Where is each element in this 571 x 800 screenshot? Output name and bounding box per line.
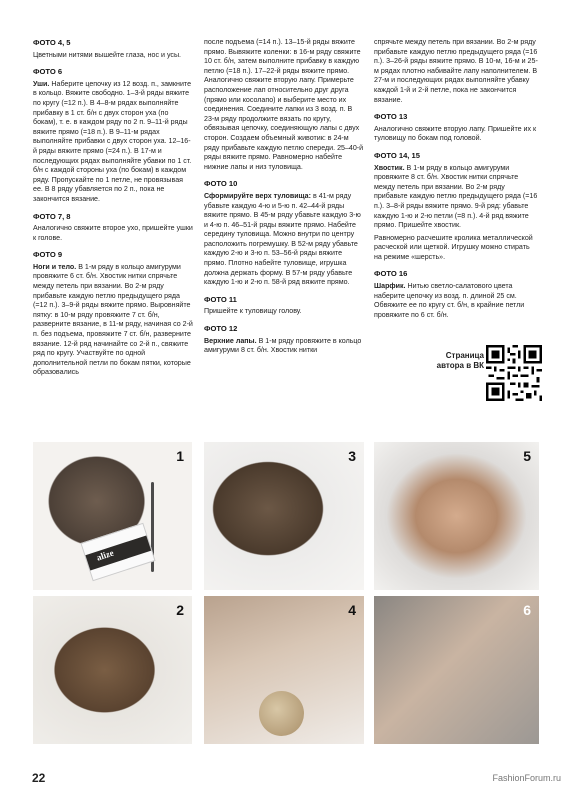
section-heading: ФОТО 12 xyxy=(204,324,238,334)
paragraph xyxy=(33,263,193,378)
text-column-2 xyxy=(204,38,364,363)
section-heading: ФОТО 9 xyxy=(33,250,63,260)
text-column-1 xyxy=(33,38,193,385)
lead-term: Уши. xyxy=(33,79,50,88)
page-number: 22 xyxy=(32,771,46,785)
paragraph-text: В 1-м ряду провяжите в кольцо амигуруми 8 ст. б/н. Хвостик нитки xyxy=(204,336,362,355)
paragraph xyxy=(204,192,364,288)
photo-6-embroidery-closeup xyxy=(374,596,539,744)
section-photo-10 xyxy=(204,179,364,288)
section-photo-16 xyxy=(374,269,539,320)
site-watermark: FashionForum.ru xyxy=(492,773,561,783)
section-photo-7-8 xyxy=(33,212,193,244)
section-heading: ФОТО 4, 5 xyxy=(33,38,71,47)
paragraph-text: в 41-м ряду убавьте каждую 4-ю и 5-ю п. 42–44-й ряды вяжите прямо. В 45-м ряду убавьте каждую 3-ю и 4-ю п. 46–51-й ряды вяжите прямо. Набейте середину туловища. Можно внутри по центру расположить погремушку. В 52-м ряду убавьте каждую 2-ю и 3-ю п. 53–56-й ряды вяжите прямо. Плотно набейте туловище, игрушка должна держать форму. В 57-м ряду убавьте каждую 1-ю и 2-ю п. 58-й ряд вяжите прямо. xyxy=(204,191,361,287)
section-continued xyxy=(204,38,364,172)
photo-number: 6 xyxy=(523,602,531,618)
paragraph: Пришейте к туловищу голову. xyxy=(204,307,302,316)
qr-code-icon[interactable] xyxy=(486,345,542,401)
section-heading: ФОТО 11 xyxy=(204,294,237,304)
paragraph-text: В 1-м ряду в кольцо амигуруми провяжите 6 ст. б/н. Хвостик нитки спрячьте между петель при вязании. Во 2-м ряду прибавьте каждую петлю предыдущего ряда (=12 п.). 3–9-й ряды вяжите прямо. Выровняйте пятку: в 10-м ряду провяжите 7 ст. б/н, разверните вязание, в 11-м ряду, начиная со 2-й п. без подъема, провяжите 7 ст. б/н, разверните вязание. 12-й ряд начинайте со 2-й п., свяжите ряд по кругу. Участвуйте по одной дополнительной петли по бокам пятки, которые образовались xyxy=(33,262,193,377)
photo-number: 2 xyxy=(176,602,184,618)
paragraph xyxy=(204,337,364,356)
paragraph: Равномерно расчешите кролика металлической расческой или щеткой. Игрушку можно стирать на режиме «шерсть». xyxy=(374,233,533,261)
paragraph xyxy=(33,80,193,205)
section-heading: ФОТО 7, 8 xyxy=(33,211,71,221)
yarn-skein-image xyxy=(80,523,155,581)
section-photo-6 xyxy=(33,67,193,204)
section-heading: ФОТО 16 xyxy=(374,269,408,279)
lead-term: Верхние лапы. xyxy=(204,336,257,345)
photo-1-yarn-and-hook xyxy=(33,442,192,590)
author-vk-qr-block xyxy=(424,345,539,405)
photo-2-knitted-part xyxy=(33,596,192,744)
paragraph: Аналогично свяжите второе ухо, пришейте ушки к голове. xyxy=(33,224,193,242)
lead-term: Сформируйте верх туловища: xyxy=(204,191,311,200)
section-heading: ФОТО 10 xyxy=(204,179,238,189)
section-continued xyxy=(374,38,539,105)
section-heading: ФОТО 13 xyxy=(374,112,408,122)
paragraph: спрячьте между петель при вязании. Во 2-м ряду прибавьте каждую петлю предыдущего ряда (=16 п.). 3–26-й ряды вяжите прямо. В 10-м, 16-м и 25-м рядах плотно набивайте лапу наполнителем. В 27-м и последующих рядах выполняйте убавку каждой 1-й и 2-й петле, пока не закончится вязание. xyxy=(374,38,538,104)
paragraph: Цветными нитями вышейте глаза, нос и усы. xyxy=(33,50,182,59)
text-column-3 xyxy=(374,38,539,327)
photo-5-embroidery xyxy=(374,442,539,590)
photo-3-knitted-ball xyxy=(204,442,364,590)
yarn-ball-image xyxy=(259,691,304,736)
lead-term: Ноги и тело. xyxy=(33,262,77,271)
photo-4-sewing-eyes xyxy=(204,596,364,744)
paragraph xyxy=(374,282,539,320)
section-photo-4-5 xyxy=(33,38,193,60)
paragraph xyxy=(374,164,539,231)
section-heading: ФОТО 14, 15 xyxy=(374,150,420,160)
photo-number: 5 xyxy=(523,448,531,464)
photo-number: 3 xyxy=(348,448,356,464)
section-heading: ФОТО 6 xyxy=(33,67,63,77)
section-photo-12 xyxy=(204,324,364,356)
section-photo-14-15 xyxy=(374,151,539,263)
section-photo-13 xyxy=(374,112,539,144)
photo-number: 4 xyxy=(348,602,356,618)
paragraph: Аналогично свяжите вторую лапу. Пришейте их к туловищу по бокам под головой. xyxy=(374,124,537,143)
paragraph-text: Нитью светло-салатового цвета наберите цепочку из возд. п. длиной 25 см. Обвяжите ее по кругу ст. б/н, в крайние петли провяжите по 6 ст. б/н. xyxy=(374,282,525,319)
skein-brand-label: alize xyxy=(95,547,115,563)
paragraph-text: В 1-м ряду в кольцо амигуруми провяжите 8 ст. б/н. Хвостик нитки спрячьте между петель при вязании. Во 2-м ряду прибавьте каждую петлю предыдущего ряда (=16 п.). 3–8-й ряды вяжите прямо. 9-й ряд: убавьте каждую 1-ю и 2-ю петли (=8 п.). 4-й ряд вяжите прямо. Пришейте хвостик. xyxy=(374,163,538,230)
lead-term: Шарфик. xyxy=(374,282,406,291)
section-photo-9 xyxy=(33,250,193,378)
qr-label: Страница автора в ВК xyxy=(436,351,484,370)
photo-number: 1 xyxy=(176,448,184,464)
paragraph: после подъема (=14 п.). 13–15-й ряды вяжите прямо. Вывяжите коленки: в 16-м ряду свяжите 10 ст. б/н, затем выполните прибавку в каждую петлю (=18 п.). 17–22-й ряды вяжите прямо. Аналогично свяжите вторую лапу. Примерьте расположение лап относительно друг друга (прямо или косолапо) и выберите место их соединения. Соедините лапки из 3 возд. п. В 23-м ряду продолжите вязать по кругу, обвязывая цепочку, соединяющую лапы с двух сторон. Создаем объемный животик: в 24-м ряду прибавьте каждую петлю спереди. 25–40-й ряды вяжите прямо. Равномерно набейте нижние лапы и низ туловища. xyxy=(204,38,364,171)
lead-term: Хвостик. xyxy=(374,163,405,172)
paragraph-text: Наберите цепочку из 12 возд. п., замкните в кольцо. Вяжите свободно. 1–3-й ряды вяжите по кругу (=12 п.). В 4–8-м рядах выполняйте прибавку в 1 ст. б/н с двух сторон уха (по бокам), т. е. в каждом ряду по 2 п. 9–11-й ряды вяжите прямо (=18 п.). В 9–11-м рядах выполняйте прибавки с двух сторон уха. 12–16-й ряды вяжите прямо (=24 п.). В 17-м и последующих рядах выполняйте убавки по 1 ст. б/н с каждой стороны уха (по бокам) в каждом ряду. Пропускайте по 1 петле, не провязывая ее. В 8 ряду убавляется по 2 п., пока не закончится вязание. xyxy=(33,79,192,203)
section-photo-11 xyxy=(204,295,364,317)
